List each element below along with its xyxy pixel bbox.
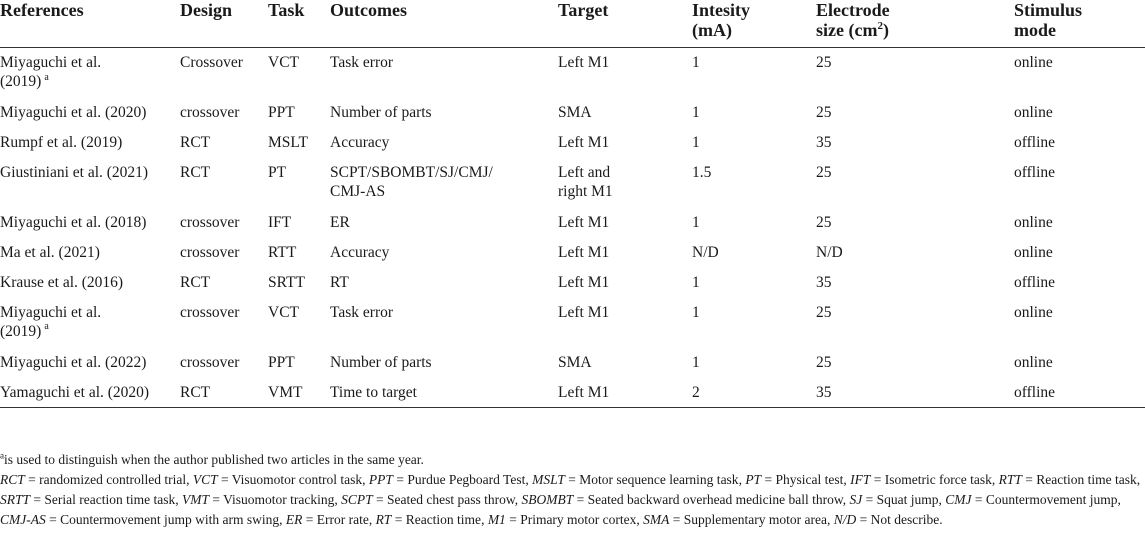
cell-intensity: 1 — [692, 103, 700, 121]
cell-outcome: Number of parts — [330, 353, 432, 371]
cell-design: RCT — [180, 273, 211, 291]
table-row — [0, 298, 1145, 348]
cell-outcome: Task error — [330, 303, 394, 321]
abbreviation-entry: SRTT = Serial reaction time task — [0, 492, 176, 507]
cell-reference: Ma et al. (2021) — [0, 243, 100, 261]
cell-stimulus-mode: offline — [1014, 163, 1056, 181]
table-row — [0, 348, 1145, 378]
header-stimulus-mode: Stimulus mode — [1014, 0, 1145, 48]
cell-electrode-size: 35 — [816, 378, 1014, 408]
abbreviation-entry: RCT = randomized controlled trial — [0, 472, 187, 487]
cell-stimulus-mode: online — [1014, 103, 1053, 121]
abbreviation-entry: SJ = Squat jump — [849, 492, 939, 507]
cell-target: SMA — [558, 353, 592, 371]
abbreviation-entry: RTT = Reaction time task — [998, 472, 1137, 487]
cell-intensity: 1 — [692, 213, 700, 231]
cell-intensity: 2 — [692, 378, 816, 408]
table-notes — [0, 450, 1145, 530]
table-row — [0, 98, 1145, 128]
cell-electrode-size: 25 — [816, 213, 832, 231]
table-row — [0, 378, 1145, 408]
cell-electrode-size: 25 — [816, 163, 832, 181]
cell-target: Left M1 — [558, 378, 692, 408]
footnote-marker: a — [44, 321, 49, 333]
abbreviation-entry: SBOMBT = Seated backward overhead medicine ball throw — [521, 492, 843, 507]
cell-electrode-size: 35 — [816, 133, 832, 151]
cell-target: Left and right M1 — [558, 163, 613, 200]
cell-intensity: 1 — [692, 353, 700, 371]
cell-target: Left M1 — [558, 54, 610, 71]
cell-reference: Yamaguchi et al. (2020) — [0, 378, 180, 408]
abbreviation-list: RCT = randomized controlled trial, VCT = Visuomotor control task, PPT = Purdue Pegboard Test, MSLT = Motor sequence learning task, PT = Physical test, IFT = Isometric force task, RTT = Reaction time task, SRTT = Serial reaction time task, VMT = Visuomotor tracking, SCPT = Seated chest pass throw, SBOMBT = Seated backward overhead medicine ball throw, SJ = Squat jump, CMJ = Countermovement jump, CMJ-AS = Countermovement jump with arm swing, ER = Error rate, RT = Reaction time, M1 = Primary motor cortex, SMA = Supplementary motor area, N/D = Not describe. — [0, 472, 1141, 527]
cell-intensity: N/D — [692, 243, 719, 261]
abbreviation-entry: VMT = Visuomotor tracking — [181, 492, 335, 507]
cell-stimulus-mode: online — [1014, 353, 1053, 371]
cell-reference: Miyaguchi et al. (2019) $^a$ — [0, 54, 102, 90]
cell-task: IFT — [268, 213, 292, 231]
cell-reference: Rumpf et al. (2019) — [0, 133, 123, 151]
cell-stimulus-mode: offline — [1014, 378, 1145, 408]
cell-design: RCT — [180, 163, 211, 181]
cell-outcome: Task error — [330, 54, 394, 71]
cell-reference: Miyaguchi et al. (2022) — [0, 353, 147, 371]
table-row — [0, 238, 1145, 268]
cell-task: VCT — [268, 303, 299, 321]
cell-intensity: 1 — [692, 133, 700, 151]
cell-stimulus-mode: online — [1014, 54, 1053, 71]
cell-design: crossover — [180, 103, 240, 121]
footnote: $^a$is used to distinguish when the author published two articles in the same year. — [0, 450, 424, 467]
header-outcomes: Outcomes — [330, 0, 558, 48]
abbreviation-entry: IFT = Isometric force task — [850, 472, 992, 487]
header-target: Target — [558, 0, 692, 48]
abbreviation-entry: CMJ = Countermovement jump — [945, 492, 1118, 507]
cell-electrode-size: N/D — [816, 243, 843, 261]
cell-target: Left M1 — [558, 273, 610, 291]
header-task: Task — [268, 0, 330, 48]
cell-electrode-size: 35 — [816, 273, 832, 291]
cell-task: VMT — [268, 378, 330, 408]
cell-design: crossover — [180, 213, 240, 231]
cell-target: Left M1 — [558, 303, 610, 321]
table-body — [0, 48, 1145, 408]
table-row — [0, 208, 1145, 238]
cell-electrode-size: 25 — [816, 103, 832, 121]
cell-outcome: RT — [330, 273, 349, 291]
cell-intensity: 1 — [692, 273, 700, 291]
cell-task: SRTT — [268, 273, 305, 291]
cell-target: Left M1 — [558, 213, 610, 231]
cell-electrode-size: 25 — [816, 54, 832, 71]
abbreviation-entry: ER = Error rate — [285, 512, 369, 527]
footnote-marker: a — [44, 71, 49, 83]
cell-intensity: 1 — [692, 303, 700, 321]
cell-task: PPT — [268, 103, 295, 121]
abbreviation-entry: SMA = Supplementary motor area — [643, 512, 827, 527]
cell-task: MSLT — [268, 133, 308, 151]
table-row — [0, 268, 1145, 298]
table-header-row — [0, 0, 1145, 48]
cell-reference: Giustiniani et al. (2021) — [0, 163, 149, 181]
abbreviation-entry: PT = Physical test — [745, 472, 844, 487]
cell-design: RCT — [180, 378, 268, 408]
abbreviation-entry: N/D = Not describe — [833, 512, 940, 527]
cell-stimulus-mode: offline — [1014, 273, 1056, 291]
abbreviation-entry: RT = Reaction time — [375, 512, 482, 527]
cell-reference: Miyaguchi et al. (2019) $^a$ — [0, 303, 102, 340]
abbreviation-entry: VCT = Visuomotor control task — [192, 472, 363, 487]
header-design: Design — [180, 0, 268, 48]
cell-design: crossover — [180, 303, 240, 321]
abbreviation-entry: PPT = Purdue Pegboard Test — [368, 472, 526, 487]
header-electrode-size: Electrode size $(cm^2)$ — [816, 0, 1014, 48]
cell-outcome: ER — [330, 213, 350, 231]
header-intensity: Intesity (mA) — [692, 0, 816, 48]
cell-reference: Miyaguchi et al. (2018) — [0, 213, 147, 231]
cell-outcome: Time to target — [330, 378, 558, 408]
table-row — [0, 158, 1145, 208]
cell-target: SMA — [558, 103, 592, 121]
cell-outcome: Accuracy — [330, 243, 390, 261]
cell-stimulus-mode: online — [1014, 243, 1053, 261]
cell-intensity: 1 — [692, 54, 700, 71]
cell-electrode-size: 25 — [816, 353, 832, 371]
abbreviation-entry: CMJ-AS = Countermovement jump with arm swing — [0, 512, 280, 527]
table-row — [0, 128, 1145, 158]
cell-target: Left M1 — [558, 133, 610, 151]
cell-design: RCT — [180, 133, 211, 151]
cell-outcome: Accuracy — [330, 133, 390, 151]
cell-reference: Miyaguchi et al. (2020) — [0, 103, 147, 121]
cell-task: VCT — [268, 54, 299, 71]
cell-stimulus-mode: online — [1014, 303, 1053, 321]
cell-intensity: 1.5 — [692, 163, 712, 181]
cell-electrode-size: 25 — [816, 303, 832, 321]
abbreviation-entry: MSLT = Motor sequence learning task — [532, 472, 739, 487]
cell-design: crossover — [180, 243, 240, 261]
cell-stimulus-mode: online — [1014, 213, 1053, 231]
cell-task: RTT — [268, 243, 297, 261]
abbreviation-entry: SCPT = Seated chest pass throw — [341, 492, 515, 507]
table-row — [0, 48, 1145, 98]
cell-design: Crossover — [180, 54, 243, 71]
cell-design: crossover — [180, 353, 240, 371]
header-references: References — [0, 0, 180, 48]
cell-task: PT — [268, 163, 287, 181]
cell-task: PPT — [268, 353, 295, 371]
cell-reference: Krause et al. (2016) — [0, 273, 124, 291]
cell-target: Left M1 — [558, 243, 610, 261]
abbreviation-entry: M1 = Primary motor cortex — [487, 512, 637, 527]
cell-outcome: Number of parts — [330, 103, 432, 121]
cell-stimulus-mode: offline — [1014, 133, 1056, 151]
cell-outcome: SCPT/SBOMBT/SJ/CMJ/ CMJ-AS — [330, 163, 493, 200]
